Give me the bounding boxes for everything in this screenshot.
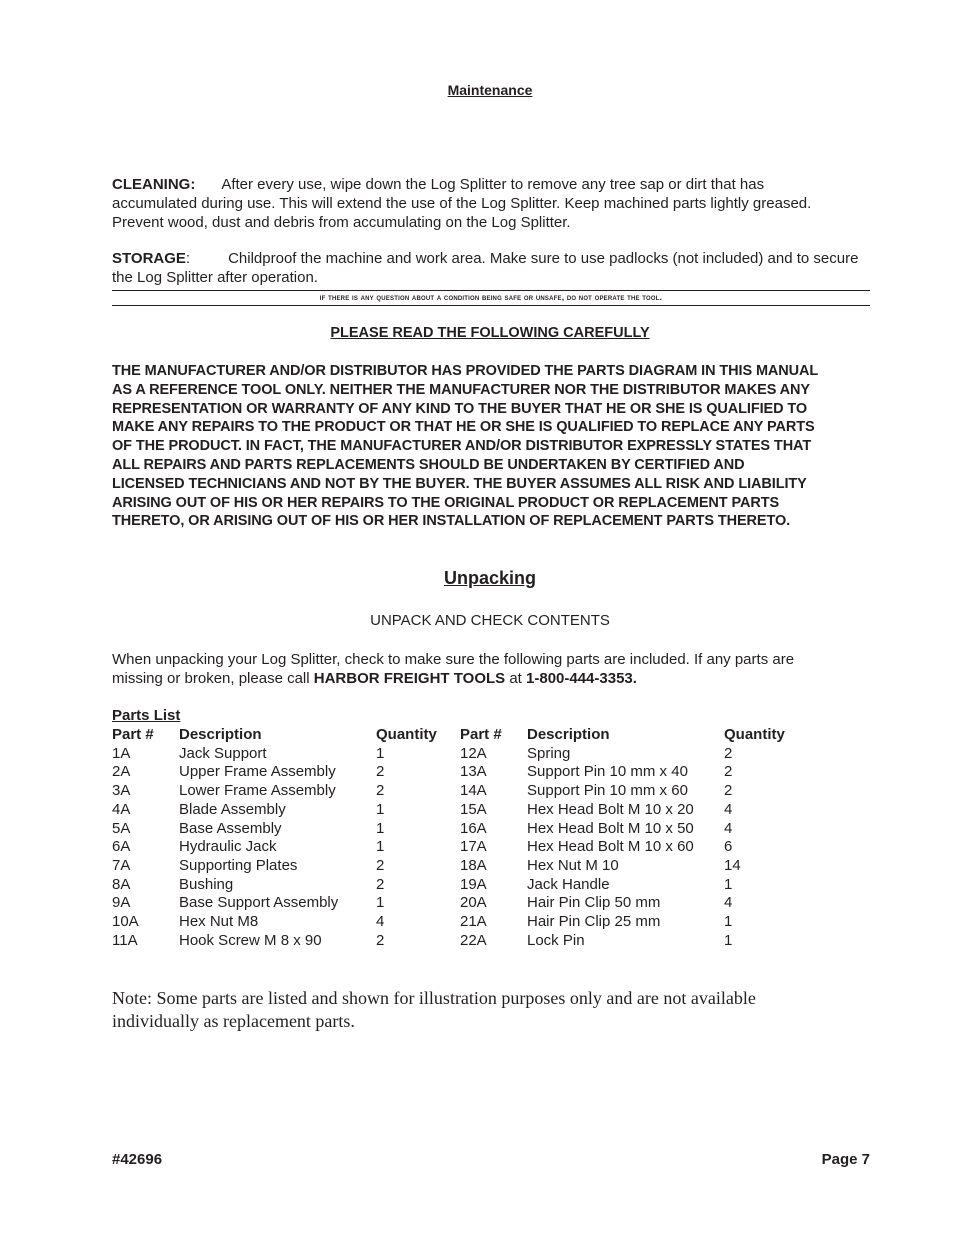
cleaning-label: CLEANING: [112,176,196,193]
parts-description-cell: Jack Handle [527,875,610,893]
disclaimer-line: ALL REPAIRS AND PARTS REPLACEMENTS SHOULD BE UNDERTAKEN BY CERTIFIED AND [112,456,745,473]
parts-description-cell: Hex Head Bolt M 10 x 50 [527,819,694,837]
disclaimer-line: MAKE ANY REPAIRS TO THE PRODUCT OR THAT HE OR SHE IS QUALIFIED TO REPLACE ANY PARTS [112,419,815,436]
parts-part-cell: 19A [460,875,487,893]
parts-quantity-cell: 1 [376,744,385,762]
parts-description-cell: Upper Frame Assembly [179,763,336,781]
parts-quantity-cell: 2 [724,782,733,800]
parts-description-cell: Support Pin 10 mm x 40 [527,763,688,781]
disclaimer-line: AS A REFERENCE TOOL ONLY. NEITHER THE MANUFACTURER NOR THE DISTRIBUTOR MAKES ANY [112,381,810,398]
company-name: HARBOR FREIGHT TOOLS [313,669,506,687]
maintenance-title: Maintenance [447,82,533,98]
parts-quantity-cell: 4 [724,819,733,837]
parts-quantity-cell: 4 [724,800,733,818]
cleaning-line-2: accumulated during use. This will extend the use of the Log Splitter. Keep machined parts lightly greased. [112,195,812,212]
parts-quantity-cell: 2 [376,763,385,781]
storage-paragraph [112,249,872,287]
parts-quantity-cell: 2 [724,763,733,781]
disclaimer-line: OF THE PRODUCT. IN FACT, THE MANUFACTURER AND/OR DISTRIBUTOR EXPRESSLY STATES THAT [112,438,812,455]
parts-quantity-cell: 2 [376,931,385,949]
parts-part-cell: 16A [460,819,487,837]
phone-number: 1-800-444-3353. [526,669,637,687]
parts-quantity-cell: 2 [724,744,733,762]
disclaimer-line: LICENSED TECHNICIANS AND NOT BY THE BUYER. THE BUYER ASSUMES ALL RISK AND LIABILITY [112,475,807,492]
parts-quantity-cell: 1 [724,931,733,949]
intro-line-1: When unpacking your Log Splitter, check to make sure the following parts are included. If any parts are [112,651,795,668]
footer-page-number: Page 7 [821,1151,870,1168]
storage-label: STORAGE [112,250,186,267]
parts-part-cell: 15A [460,800,487,818]
cleaning-line-1: After every use, wipe down the Log Splitter to remove any tree sap or dirt that has [221,176,765,193]
note-line-2: individually as replacement parts. [112,1011,355,1031]
parts-part-cell: 21A [460,913,487,931]
disclaimer-line: THE MANUFACTURER AND/OR DISTRIBUTOR HAS PROVIDED THE PARTS DIAGRAM IN THIS MANUAL [112,363,819,379]
parts-part-cell: 1A [112,744,131,762]
parts-description-cell: Base Assembly [179,819,282,837]
parts-quantity-cell: 2 [376,875,385,893]
right-part-column [460,726,502,950]
parts-part-cell: 2A [112,763,131,781]
parts-part-cell: 11A [112,931,138,949]
disclaimer-line: THERETO, OR ARISING OUT OF HIS OR HER INSTALLATION OF REPLACEMENT PARTS THERETO. [112,513,791,530]
storage-colon: : [185,250,191,267]
parts-part-cell: 13A [460,763,487,781]
parts-list-label: Parts List [112,707,181,724]
parts-quantity-cell: 2 [376,782,385,800]
parts-description-cell: Support Pin 10 mm x 60 [527,782,688,800]
description-header: Description [179,726,262,743]
note-paragraph [112,987,832,1033]
parts-description-cell: Hydraulic Jack [179,838,277,856]
parts-quantity-cell: 4 [376,913,385,931]
description-header: Description [527,726,610,743]
warning-rule-bottom [112,305,870,306]
disclaimer-line: REPRESENTATION OR WARRANTY OF ANY KIND TO THE BUYER THAT HE OR SHE IS QUALIFIED TO [112,400,808,417]
parts-quantity-cell: 1 [724,913,733,931]
parts-description-cell: Hook Screw M 8 x 90 [179,931,322,949]
parts-description-cell: Hex Nut M 10 [527,856,619,874]
parts-part-cell: 18A [460,856,487,874]
quantity-header: Quantity [376,726,437,743]
right-quantity-column [724,726,785,950]
parts-quantity-cell: 1 [376,819,385,837]
parts-quantity-cell: 6 [724,838,733,856]
parts-description-cell: Hex Head Bolt M 10 x 60 [527,838,694,856]
parts-quantity-cell: 14 [724,856,741,874]
parts-quantity-cell: 1 [376,838,385,856]
parts-part-cell: 3A [112,782,131,800]
left-part-column [112,726,154,950]
note-line-1: Note: Some parts are listed and shown for illustration purposes only and are not available [112,988,756,1008]
right-description-column [527,726,694,950]
parts-description-cell: Jack Support [179,744,267,762]
parts-description-cell: Supporting Plates [179,856,298,874]
parts-quantity-cell: 2 [376,856,385,874]
parts-description-cell: Hex Nut M8 [179,913,259,931]
parts-part-cell: 9A [112,894,131,912]
parts-part-cell: 4A [112,800,131,818]
parts-description-cell: Lock Pin [527,931,585,949]
storage-line-2: the Log Splitter after operation. [112,269,318,286]
parts-part-cell: 17A [460,838,487,856]
left-description-column [179,726,338,950]
cleaning-paragraph [112,175,872,232]
parts-part-cell: 22A [460,931,487,949]
left-quantity-column [376,726,437,950]
quantity-header: Quantity [724,726,785,743]
parts-part-cell: 7A [112,856,131,874]
parts-description-cell: Spring [527,744,571,762]
parts-description-cell: Hair Pin Clip 50 mm [527,894,661,912]
disclaimer-line: ARISING OUT OF HIS OR HER REPAIRS TO THE ORIGINAL PRODUCT OR REPLACEMENT PARTS [112,494,780,511]
parts-quantity-cell: 1 [376,800,385,818]
footer-item-number: #42696 [112,1151,163,1168]
parts-description-cell: Hair Pin Clip 25 mm [527,913,661,931]
part-header: Part # [112,726,154,743]
parts-part-cell: 8A [112,875,131,893]
parts-part-cell: 20A [460,894,487,912]
unpacking-heading: Unpacking [443,568,536,588]
part-header: Part # [460,726,502,743]
warning-rule-top [112,290,870,291]
parts-part-cell: 5A [112,819,131,837]
warning-bar: if there is any question about a condition being safe or unsafe, do not operate the tool. [319,292,663,302]
parts-description-cell: Lower Frame Assembly [179,782,336,800]
parts-description-cell: Hex Head Bolt M 10 x 20 [527,800,694,818]
parts-description-cell: Blade Assembly [179,800,286,818]
parts-description-cell: Bushing [179,875,234,893]
parts-part-cell: 14A [460,782,487,800]
storage-line-1: Childproof the machine and work area. Make sure to use padlocks (not included) and to secure [228,250,859,267]
unpacking-subheading: UNPACK AND CHECK CONTENTS [370,612,610,629]
parts-part-cell: 10A [112,913,139,931]
intro-at: at [505,669,527,687]
please-read-heading: PLEASE READ THE FOLLOWING CAREFULLY [330,325,650,341]
intro-line-2: missing or broken, please call [112,669,314,687]
parts-part-cell: 6A [112,838,131,856]
parts-quantity-cell: 1 [724,875,733,893]
disclaimer-block [112,362,872,531]
parts-part-cell: 12A [460,744,487,762]
cleaning-line-3: Prevent wood, dust and debris from accumulating on the Log Splitter. [112,214,571,231]
parts-quantity-cell: 4 [724,894,733,912]
parts-description-cell: Base Support Assembly [179,894,339,912]
parts-quantity-cell: 1 [376,894,385,912]
unpacking-intro [112,651,872,688]
